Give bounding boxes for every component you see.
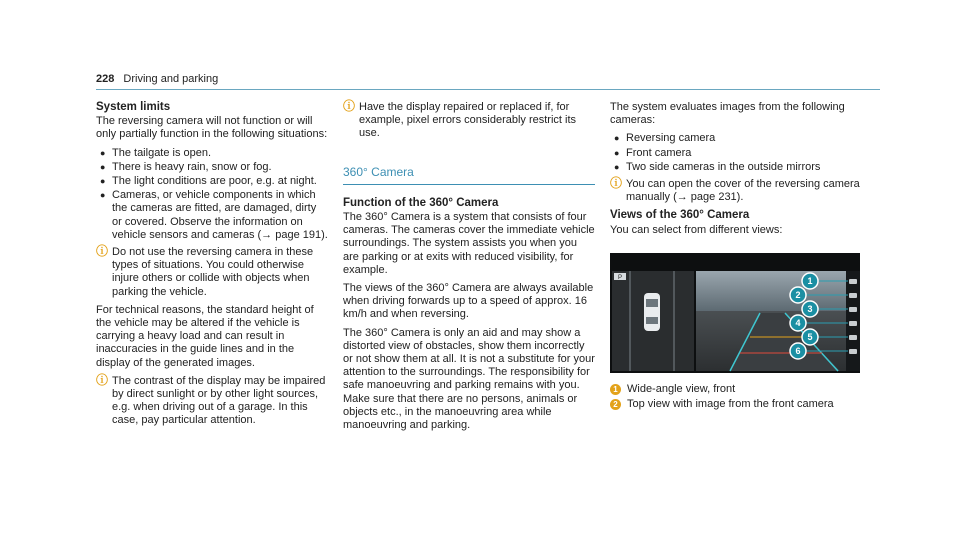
list-item: ● There is heavy rain, snow or fog. <box>100 160 272 173</box>
paragraph: The 360° Camera is only an aid and may show a distorted view of obstacles, show them incorrectly or not show them at all. It is not a substitute for your attention to the surroundings. The responsibility for safe manoeuvring and parking remains with you. Make sure that there are no persons, animals or objects etc., in the manoeuvring area while manoeuvring and parking. <box>343 326 595 432</box>
list-item: ● Reversing camera <box>614 132 716 145</box>
list-item: ● Two side cameras in the outside mirrors <box>614 160 821 173</box>
marker-1 <box>802 273 818 289</box>
system-limits-heading: System limits <box>96 101 171 113</box>
camera-screen-image <box>610 253 860 373</box>
paragraph: The 360° Camera is a system that consists of four cameras. The cameras cover the immediate vehicle surroundings. The system assists you when you are parking or at exits with reduced visibility, for example. <box>343 211 595 276</box>
info-icon: ⓘ <box>343 99 356 113</box>
list-item: ● Front camera <box>614 146 692 159</box>
cameras-list <box>610 132 862 174</box>
info-icon: ⓘ <box>96 372 109 387</box>
page-header <box>96 73 218 85</box>
function-heading: Function of the 360° Camera <box>343 196 499 209</box>
technical-reasons-paragraph: For technical reasons, the standard height of the vehicle may be altered if the vehicle is carrying a heavy load and can result in inaccuracies in the guide lines and in the display of the generated images. <box>96 303 314 369</box>
svg-text:2: 2 <box>795 289 801 300</box>
section-title: 360° Camera <box>343 164 414 179</box>
legend-number: 1 <box>610 384 621 395</box>
svg-text:3: 3 <box>807 303 813 314</box>
cameras-intro: The system evaluates images from the following cameras: <box>610 101 845 127</box>
marker-5 <box>802 329 818 345</box>
marker-3 <box>802 301 818 317</box>
limits-list <box>96 147 328 242</box>
legend-number: 2 <box>610 399 621 410</box>
note: ⓘ The contrast of the display may be impaired by direct sunlight or by other light sources, e.g. when driving out of a garage. In this case, pay particular attention. <box>96 372 326 427</box>
svg-text:5: 5 <box>807 331 813 342</box>
list-item: ● The light conditions are poor, e.g. at night. <box>100 175 317 188</box>
section-divider <box>343 184 595 185</box>
system-limits-intro: The reversing camera will not function or will only partially function in the following situations: <box>96 115 328 141</box>
svg-text:6: 6 <box>795 345 801 356</box>
column-3 <box>610 101 862 413</box>
svg-text:1: 1 <box>807 275 813 286</box>
legend-item: 2 Top view with image from the front camera <box>610 398 862 411</box>
list-item: ● Cameras, or vehicle components in which the cameras are fitted, are damaged, dirty or covered. Observe the information on vehicle sensors and cameras (→ page 191). <box>100 189 328 241</box>
page-number: 228 <box>96 73 115 85</box>
chapter-title: Driving and parking <box>123 73 219 85</box>
header-divider <box>96 89 880 90</box>
list-item: ● The tailgate is open. <box>100 146 212 159</box>
svg-text:P: P <box>617 274 623 281</box>
marker-4 <box>790 315 806 331</box>
note: ⓘ Do not use the reversing camera in these types of situations. You could otherwise injure others or collide with objects when parking the vehicle. <box>96 244 314 298</box>
figure-legend <box>610 383 862 411</box>
views-heading: Views of the 360° Camera <box>610 209 750 222</box>
info-icon: ⓘ <box>610 176 623 191</box>
info-icon: ⓘ <box>96 244 109 259</box>
note: ⓘ You can open the cover of the reversing camera manually (→ page 231). <box>610 176 860 204</box>
column-1 <box>96 101 328 433</box>
note: ⓘ Have the display repaired or replaced if, for example, pixel errors considerably restrict its use. <box>343 99 577 140</box>
views-intro: You can select from different views: <box>610 223 783 236</box>
marker-2 <box>790 287 806 303</box>
legend-item: 1 Wide-angle view, front <box>610 383 862 396</box>
marker-6 <box>790 343 806 359</box>
svg-text:4: 4 <box>795 317 801 328</box>
column-2 <box>343 101 595 437</box>
paragraph: The views of the 360° Camera are always available when driving forwards up to a speed of approx. 16 km/h and when reversing. <box>343 282 594 321</box>
